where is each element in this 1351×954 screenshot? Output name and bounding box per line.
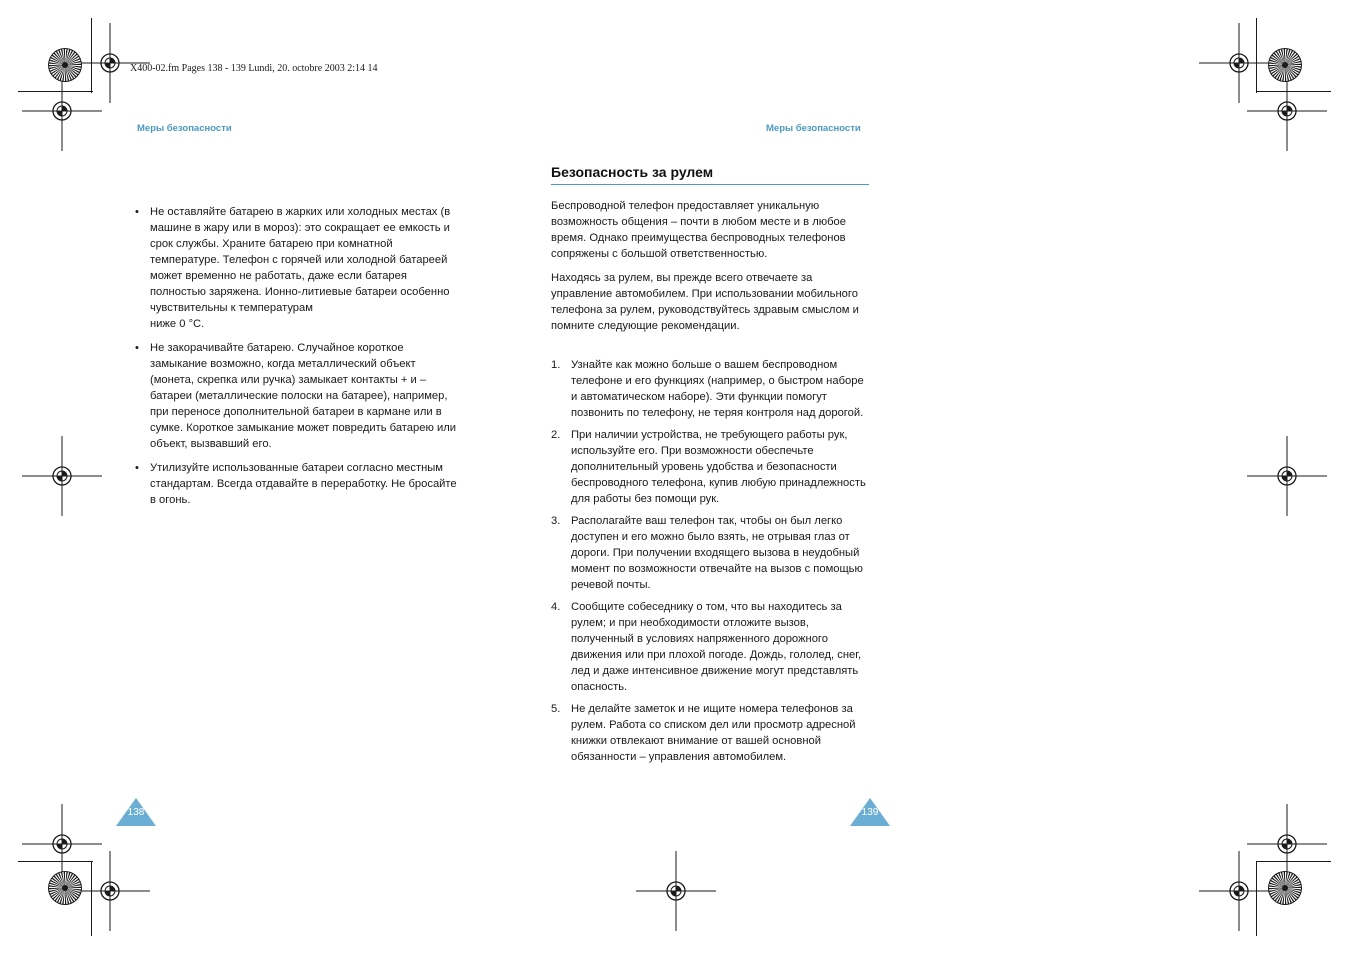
registration-target-icon (22, 71, 102, 151)
registration-target-icon (636, 851, 716, 931)
color-calibration-icon (47, 870, 83, 906)
item-text: При наличии устройства, не требующего работы рук, используйте его. При возможности обеспечьте дополнительный уровень удобства и безопасности беспроводного телефона, купив любую принадлежность для работы без помощи рук. (571, 429, 866, 505)
battery-bullet-list (135, 204, 457, 516)
list-item (135, 340, 457, 452)
color-calibration-icon (1267, 870, 1303, 906)
list-item (551, 357, 871, 421)
item-number: 1. (551, 359, 561, 371)
bullet-text: Утилизуйте использованные батареи согласно местным стандартам. Всегда отдавайте в переработку. Не бросайте в огонь. (150, 462, 457, 506)
page-number-tab-left (116, 798, 156, 826)
bullet-text-tail: ниже 0 °C. (150, 318, 205, 330)
item-text: Располагайте ваш телефон так, чтобы он был легко доступен и его можно было взять, не отрывая глаз от дороги. При получении входящего вызова в неудобный момент по возможности отвечайте на вызов с помощью речевой почты. (571, 515, 863, 591)
bullet-text: Не оставляйте батарею в жарких или холодных местах (в машине в жару или в мороз): это сокращает ее емкость и срок службы. Храните батарею при комнатной температуре. Телефон с горячей или холодной батареей может временно не работать, даже если батарея полностью заряжена. Ионно-литиевые батареи особенно чувствительны к температурам (150, 206, 451, 314)
list-item (551, 513, 871, 593)
registration-target-icon (1247, 436, 1327, 516)
list-item (551, 599, 871, 695)
bullet-text: Не закорачивайте батарею. Случайное короткое замыкание возможно, когда металлический объект (монета, скрепка или ручка) замыкает контакты + и – батареи (металлические полоски на батарее), например, при переносе дополнительной батареи в кармане или в сумке. Короткое замыкание может повредить батарею или объект, вызвавший его. (150, 342, 456, 450)
item-text: Не делайте заметок и не ищите номера телефонов за рулем. Работа со списком дел или просмотр адресной книжки отвлекают внимание от вашей основной обязанности – управления автомобилем. (571, 703, 856, 763)
bullet-marker: • (135, 342, 139, 354)
item-number: 3. (551, 515, 561, 527)
item-text: Узнайте как можно больше о вашем беспроводном телефоне и его функциях (например, о быстром наборе и автоматическом наборе). Эти функции помогут позвонить по телефону, не теряя контроля над дорогой. (571, 359, 864, 419)
registration-target-icon (22, 436, 102, 516)
intro-paragraph-1: Беспроводной телефон предоставляет уникальную возможность общения – почти в любом месте и в любое время. Однако преимущества беспроводных телефонов сопряжены с большой ответственностью. (551, 200, 846, 260)
section-title: Безопасность за рулем (551, 164, 869, 185)
right-running-header: Меры безопасности (766, 123, 861, 134)
color-calibration-icon (47, 47, 83, 83)
list-item (551, 427, 871, 507)
list-item (551, 701, 871, 765)
driving-rules-list (551, 357, 871, 771)
color-calibration-icon (1267, 47, 1303, 83)
list-item (135, 460, 457, 508)
bullet-marker: • (135, 206, 139, 218)
list-item (135, 204, 457, 332)
bullet-marker: • (135, 462, 139, 474)
item-text: Сообщите собеседнику о том, что вы находитесь за рулем; и при необходимости отложите вызов, полученный в условиях напряженного дорожного движения или при плохой погоде. Дождь, гололед, снег, лед и даже интенсивное движение могут представлять опасность. (571, 601, 862, 693)
registration-target-icon (1247, 71, 1327, 151)
item-number: 2. (551, 429, 561, 441)
item-number: 4. (551, 601, 561, 613)
page-number: 138 (127, 807, 145, 818)
page-number: 139 (861, 807, 879, 818)
item-number: 5. (551, 703, 561, 715)
intro-paragraph-2: Находясь за рулем, вы прежде всего отвечаете за управление автомобилем. При использовании мобильного телефона за рулем, руководствуйтесь здравым смыслом и помните следующие рекомендации. (551, 272, 859, 332)
file-info: X400-02.fm Pages 138 - 139 Lundi, 20. octobre 2003 2:14 14 (130, 63, 378, 74)
left-running-header: Меры безопасности (137, 123, 232, 134)
page-number-tab-right (850, 798, 890, 826)
